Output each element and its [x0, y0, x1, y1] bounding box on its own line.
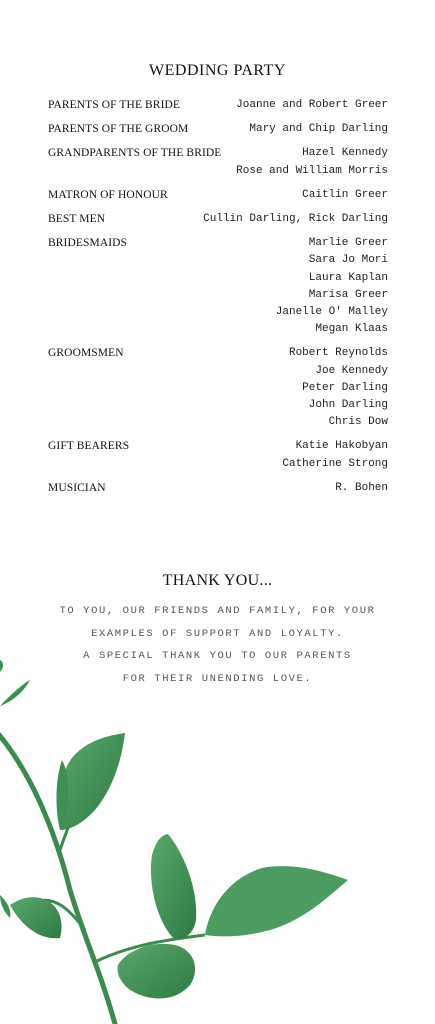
wedding-party-heading: WEDDING PARTY [149, 62, 286, 79]
party-role: MUSICIAN [48, 481, 106, 494]
party-name: Katie Hakobyan [295, 440, 388, 453]
thank-you-line: EXAMPLES OF SUPPORT AND LOYALTY. [91, 627, 344, 640]
party-names [335, 480, 388, 497]
thank-you-heading: THANK YOU... [162, 572, 273, 589]
party-role: PARENTS OF THE BRIDE [48, 99, 181, 111]
party-row [48, 187, 388, 204]
party-role: BEST MEN [48, 213, 106, 226]
party-name: John Darling [308, 399, 388, 412]
party-name: Joanne and Robert Greer [236, 99, 388, 111]
party-row [48, 211, 388, 228]
party-names [276, 235, 388, 338]
party-name: Janelle O' Malley [275, 306, 388, 319]
party-name: Cullin Darling, Rick Darling [203, 213, 388, 226]
leaf [205, 866, 348, 936]
party-row [48, 345, 388, 431]
party-role: MATRON OF HONOUR [48, 188, 168, 201]
party-row [48, 145, 388, 179]
rose-leaves-illustration [0, 640, 435, 1024]
party-names [282, 438, 388, 472]
leaf [118, 944, 196, 999]
party-row [48, 438, 388, 472]
party-name: Catherine Strong [282, 457, 388, 470]
party-row [48, 121, 388, 138]
leaf [0, 660, 3, 672]
thank-you-line: A SPECIAL THANK YOU TO OUR PARENTS [83, 650, 352, 663]
party-name: Joe Kennedy [315, 364, 388, 377]
party-role: GROOMSMEN [48, 347, 124, 360]
leaf [58, 733, 125, 830]
party-name: Hazel Kennedy [302, 147, 388, 160]
party-name: Caitlin Greer [302, 188, 388, 201]
party-row [48, 235, 388, 338]
party-role: PARENTS OF THE GROOM [48, 123, 189, 136]
party-name: Megan Klaas [315, 323, 388, 336]
leaf [151, 834, 196, 940]
thank-you-line: TO YOU, OUR FRIENDS AND FAMILY, FOR YOUR [59, 605, 376, 617]
leaf [0, 680, 30, 706]
party-name: Chris Dow [328, 416, 388, 429]
party-row [48, 97, 388, 114]
party-names [203, 211, 388, 228]
party-role: GRANDPARENTS OF THE BRIDE [48, 147, 222, 160]
party-names [236, 97, 388, 114]
party-role: BRIDESMAIDS [48, 237, 128, 250]
party-name: R. Bohen [335, 481, 388, 494]
party-name: Peter Darling [302, 381, 388, 394]
party-name: Robert Reynolds [288, 347, 388, 360]
wedding-party-list [48, 97, 388, 497]
party-names [289, 345, 388, 431]
party-name: Mary and Chip Darling [249, 123, 388, 136]
party-row [48, 480, 388, 497]
party-names [236, 145, 388, 179]
thank-you-line: FOR THEIR UNENDING LOVE. [122, 673, 313, 686]
party-name: Laura Kaplan [308, 271, 388, 284]
party-name: Sara Jo Mori [308, 254, 388, 267]
party-name: Rose and William Morris [236, 164, 388, 177]
party-name: Marlie Greer [308, 237, 388, 250]
party-role: GIFT BEARERS [48, 440, 130, 453]
leaf [0, 895, 10, 918]
party-name: Marisa Greer [308, 288, 388, 301]
party-names [302, 187, 388, 204]
party-names [249, 121, 388, 138]
